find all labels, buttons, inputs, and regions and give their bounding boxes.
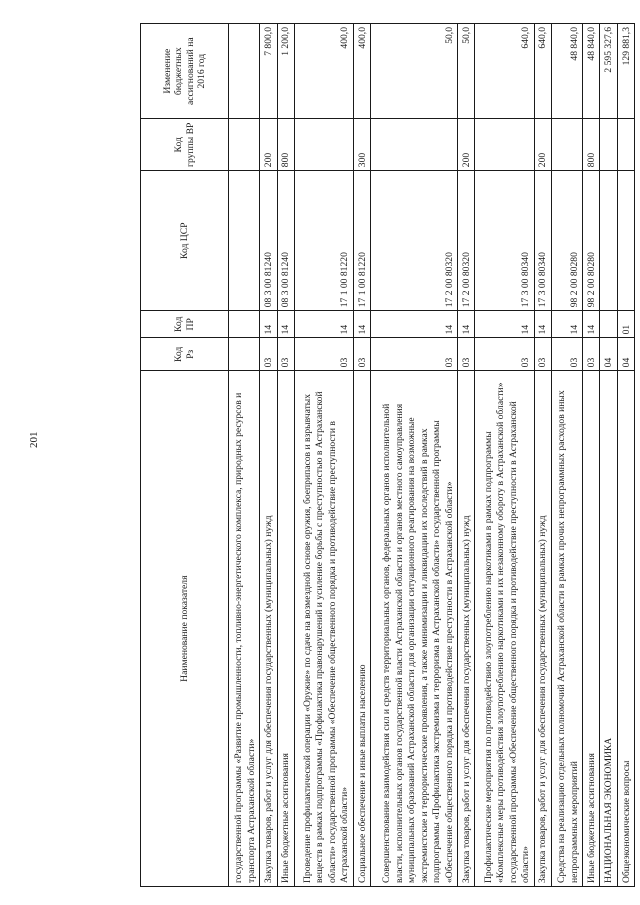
- row-csr: [600, 171, 617, 311]
- row-pr: 14: [475, 311, 534, 338]
- row-change: 50,0: [458, 24, 475, 119]
- row-vr: [475, 119, 534, 171]
- row-rz: 03: [583, 338, 600, 371]
- row-rz: 03: [534, 338, 551, 371]
- header-change: Изменение бюджетных ассигнований на 2016 год: [141, 24, 229, 119]
- table-row: [475, 24, 534, 887]
- row-csr: 98 2 00 80280: [551, 171, 582, 311]
- row-change: 1 200,0: [277, 24, 294, 119]
- row-pr: [600, 311, 617, 338]
- row-csr: 17 1 00 81220: [353, 171, 370, 311]
- row-pr: 01: [617, 311, 634, 338]
- row-change: 7 800,0: [260, 24, 277, 119]
- table-row: [294, 24, 353, 887]
- row-change: 129 881,3: [617, 24, 634, 119]
- table-row: [534, 24, 551, 887]
- row-pr: [229, 311, 260, 338]
- row-pr: 14: [260, 311, 277, 338]
- row-pr: 14: [277, 311, 294, 338]
- table-row: [277, 24, 294, 887]
- row-vr: 200: [534, 119, 551, 171]
- row-pr: 14: [534, 311, 551, 338]
- row-change: [229, 24, 260, 119]
- table-row: [229, 24, 260, 887]
- row-csr: 08 3 00 81240: [277, 171, 294, 311]
- table-body: [229, 24, 635, 887]
- row-name: Иные бюджетные ассигнования: [277, 371, 294, 887]
- row-pr: 14: [371, 311, 458, 338]
- row-name: Иные бюджетные ассигнования: [583, 371, 600, 887]
- row-csr: 17 2 00 80320: [458, 171, 475, 311]
- row-vr: 800: [583, 119, 600, 171]
- table-row: [458, 24, 475, 887]
- row-csr: 17 1 00 81220: [294, 171, 353, 311]
- row-name: Проведение профилактической операции «Оружие» по сдаче на возмездной основе оружия, боеприпасов и взрывчатых веществ в рамках подпрограммы «Профилактика правонарушений и усиление борьбы с преступностью в Астраханской области» государственной программы «Обеспечение общественного порядка и противодействие преступности в Астраханской области»: [294, 371, 353, 887]
- row-change: 640,0: [475, 24, 534, 119]
- row-name: НАЦИОНАЛЬНАЯ ЭКОНОМИКА: [600, 371, 617, 887]
- row-name: государственной программы «Развитие промышленности, топливно-энергетического комплекса, природных ресурсов и транспорта Астраханской области»: [229, 371, 260, 887]
- table-row: [600, 24, 617, 887]
- row-pr: 14: [353, 311, 370, 338]
- header-pr: Код ПР: [141, 311, 229, 338]
- row-pr: 14: [583, 311, 600, 338]
- row-name: Закупка товаров, работ и услуг для обеспечения государственных (муниципальных) нужд: [534, 371, 551, 887]
- row-rz: 03: [260, 338, 277, 371]
- row-vr: [600, 119, 617, 171]
- row-name: Профилактические мероприятия по противодействию злоупотреблению наркотиками в рамках подпрограммы «Комплексные меры противодействия злоупотреблению наркотиками и их незаконному обороту в Астраханской области» государственной программы «Обеспечение общественного порядка и противодействие преступности в Астраханской области»: [475, 371, 534, 887]
- row-vr: 200: [458, 119, 475, 171]
- header-name: Наименование показателя: [141, 371, 229, 887]
- row-change: 48 840,0: [551, 24, 582, 119]
- header-rz: Код Рз: [141, 338, 229, 371]
- row-csr: 17 2 00 80320: [371, 171, 458, 311]
- row-rz: 03: [277, 338, 294, 371]
- row-change: 400,0: [294, 24, 353, 119]
- page-number: 201: [28, 431, 40, 448]
- row-rz: 03: [353, 338, 370, 371]
- table-row: [260, 24, 277, 887]
- table-row: [353, 24, 370, 887]
- row-rz: 04: [617, 338, 634, 371]
- row-rz: 03: [475, 338, 534, 371]
- row-rz: 04: [600, 338, 617, 371]
- row-vr: [294, 119, 353, 171]
- row-csr: 98 2 00 80280: [583, 171, 600, 311]
- budget-table-page: [140, 23, 635, 887]
- row-pr: 14: [458, 311, 475, 338]
- row-name: Средства на реализацию отдельных полномочий Астраханской области в рамках прочих непрограммных расходов иных непрограммных мероприятий: [551, 371, 582, 887]
- row-change: 640,0: [534, 24, 551, 119]
- row-rz: 03: [294, 338, 353, 371]
- row-csr: [617, 171, 634, 311]
- row-rz: 03: [458, 338, 475, 371]
- budget-table: [140, 23, 635, 887]
- row-rz: [229, 338, 260, 371]
- row-vr: [551, 119, 582, 171]
- row-rz: 03: [551, 338, 582, 371]
- row-pr: 14: [551, 311, 582, 338]
- row-csr: 17 3 00 80340: [534, 171, 551, 311]
- header-vr: Код группы ВР: [141, 119, 229, 171]
- row-change: 48 840,0: [583, 24, 600, 119]
- row-vr: [617, 119, 634, 171]
- row-csr: 17 3 00 80340: [475, 171, 534, 311]
- row-rz: 03: [371, 338, 458, 371]
- row-pr: 14: [294, 311, 353, 338]
- row-change: 50,0: [371, 24, 458, 119]
- row-csr: [229, 171, 260, 311]
- row-vr: 300: [353, 119, 370, 171]
- row-name: Закупка товаров, работ и услуг для обеспечения государственных (муниципальных) нужд: [260, 371, 277, 887]
- row-change: 400,0: [353, 24, 370, 119]
- table-row: [551, 24, 582, 887]
- row-csr: 08 3 00 81240: [260, 171, 277, 311]
- header-csr: Код ЦСР: [141, 171, 229, 311]
- table-header-row: [141, 24, 229, 887]
- row-vr: [371, 119, 458, 171]
- row-name: Общеэкономические вопросы: [617, 371, 634, 887]
- row-name: Социальное обеспечение и иные выплаты населению: [353, 371, 370, 887]
- row-change: 2 595 327,6: [600, 24, 617, 119]
- table-row: [371, 24, 458, 887]
- table-row: [583, 24, 600, 887]
- table-row: [617, 24, 634, 887]
- row-name: Закупка товаров, работ и услуг для обеспечения государственных (муниципальных) нужд: [458, 371, 475, 887]
- row-name: Совершенствование взаимодействия сил и средств территориальных органов, федеральных органов исполнительной власти, исполнительных органов государственной власти Астраханской области и органов местного самоуправления муниципальных образований Астраханской области для организации ситуационного реагирования на возможные экстремистские и террористические проявления, а также минимизации и ликвидации их последствий в рамках подпрограммы «Профилактика экстремизма и терроризма в Астраханской области» государственной программы «Обеспечение общественного порядка и противодействие преступности в Астраханской области»: [371, 371, 458, 887]
- row-vr: 800: [277, 119, 294, 171]
- row-vr: [229, 119, 260, 171]
- row-vr: 200: [260, 119, 277, 171]
